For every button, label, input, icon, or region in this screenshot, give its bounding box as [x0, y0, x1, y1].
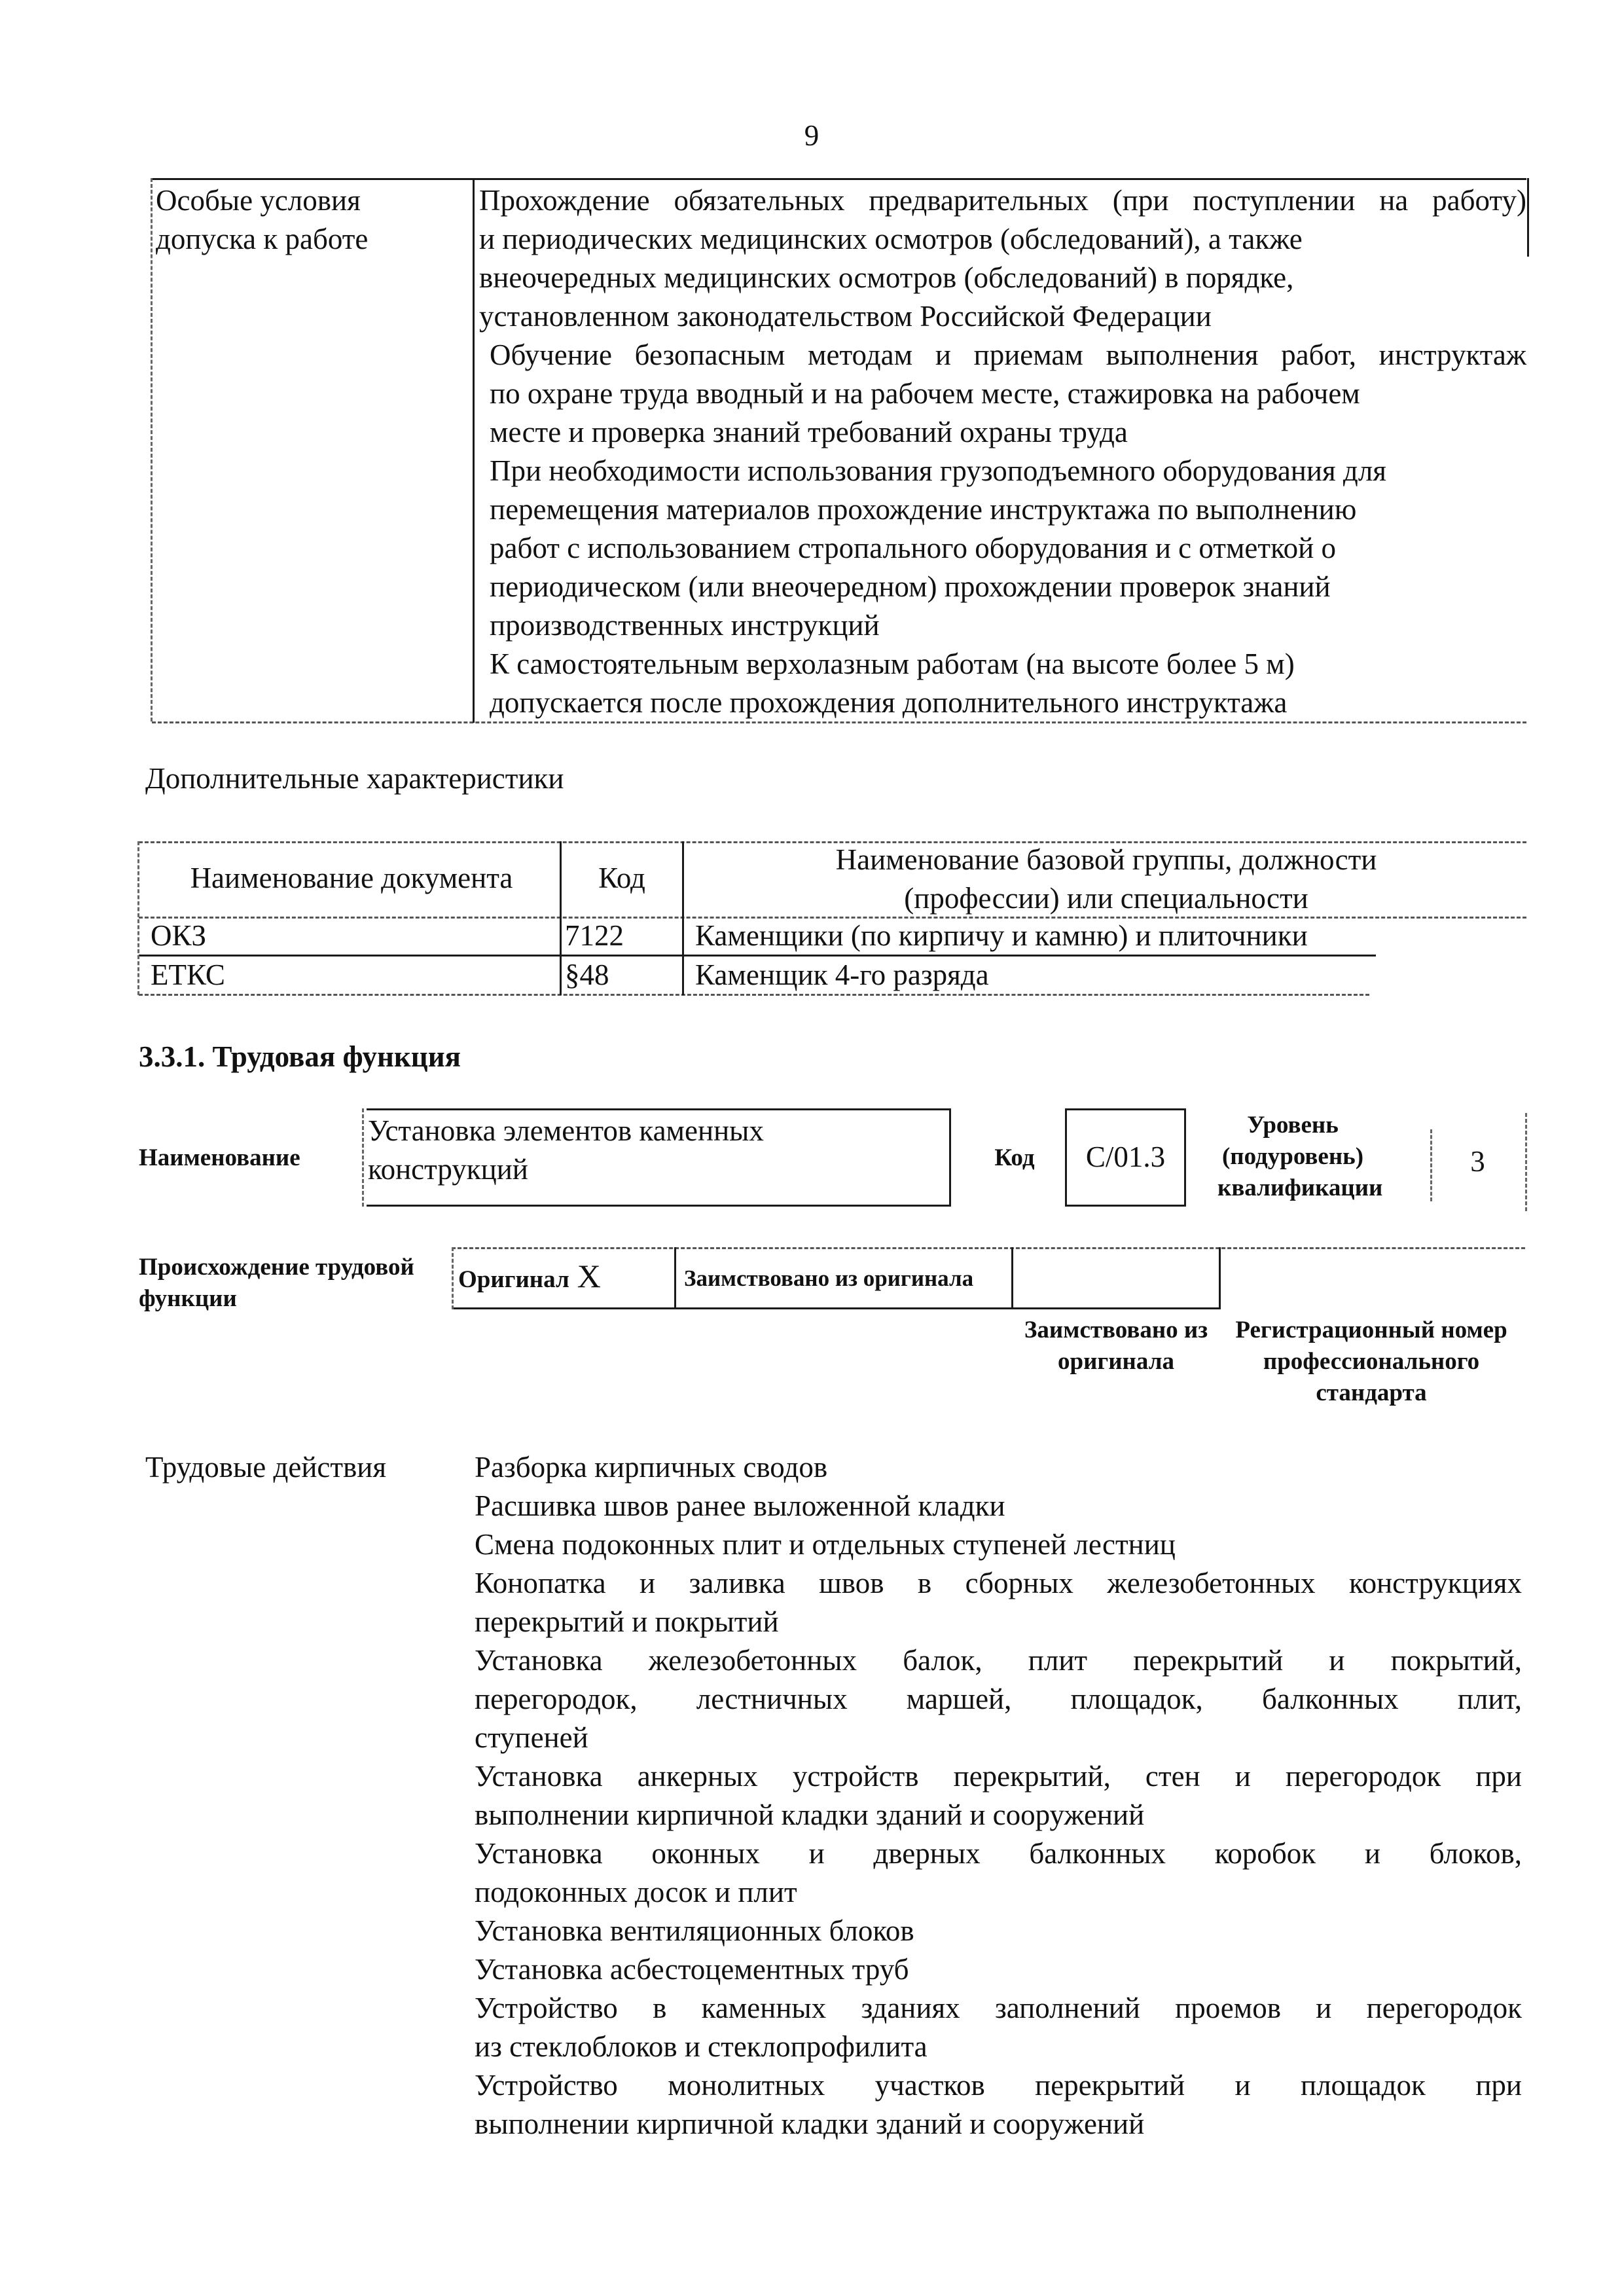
function-code-value: C/01.3 [1085, 1140, 1166, 1173]
list-item-line: Разборка кирпичных сводов [475, 1451, 828, 1484]
list-item-line: Установка асбестоцементных труб [475, 1953, 909, 1986]
list-item [475, 1641, 1522, 1757]
origin-original-cell [458, 1258, 671, 1298]
list-item-line: Установка вентиляционных блоков [475, 1914, 914, 1947]
table-row-etks-code: §48 [565, 958, 609, 991]
function-origin-label: Происхождение трудовой функции [139, 1254, 414, 1312]
function-name-box-right [949, 1108, 951, 1207]
list-item-line: Устройство в каменных зданиях заполнений проемов и перегородок [475, 1992, 1522, 2024]
labor-actions-list [475, 1448, 1522, 2143]
list-item [475, 2066, 1522, 2143]
admission-paragraph-lifting: При необходимости использования грузоподъемного оборудования для перемещения материалов прохождение инструктажа по выполнению работ с использованием стропального оборудования и с отметкой о периодическом (или внеочередном) прохождении проверок знаний производственных инструкций [490, 454, 1386, 642]
origin-table-left-border [452, 1247, 454, 1309]
origin-table-divider-1 [674, 1247, 676, 1309]
column-header-document: Наименование документа [190, 862, 513, 894]
table-row-etks-name: Каменщик 4-го разряда [695, 958, 989, 991]
list-item-line: перегородок, лестничных маршей, площадок, балконных плит, [475, 1683, 1522, 1715]
list-item-line: подоконных досок и плит [475, 1876, 797, 1908]
origin-table-bottom-border [452, 1307, 1221, 1309]
additional-heading: Дополнительные характеристики [145, 762, 564, 795]
additional-table-left-border [137, 841, 139, 995]
list-item-line: ступеней [475, 1721, 588, 1754]
list-item [475, 1448, 1522, 1487]
list-item-line: Установка анкерных устройств перекрытий, стен и перегородок при [475, 1760, 1522, 1793]
function-name-box-top [367, 1108, 950, 1110]
list-item-line: выполнении кирпичной кладки зданий и сооружений [475, 1798, 1145, 1831]
function-heading: 3.3.1. Трудовая функция [139, 1040, 461, 1073]
list-item-line: Установка железобетонных балок, плит перекрытий и покрытий, [475, 1644, 1522, 1677]
qualification-level-box-right [1525, 1113, 1527, 1211]
admission-paragraph-medical: Прохождение обязательных предварительных (при поступлении на работу) и периодических медицинских осмотров (обследований), а также внеочередных медицинских осмотров (обследований) в порядке, установленном законодательством Российской Федерации [479, 184, 1526, 333]
origin-table-top-border [452, 1247, 1525, 1249]
origin-original-label: Оригинал [458, 1266, 569, 1293]
function-name-value: Установка элементов каменных конструкций [368, 1114, 764, 1186]
qualification-level-label: Уровень (подуровень) квалификации [1217, 1112, 1383, 1201]
function-name-box-bottom [367, 1205, 950, 1207]
list-item [475, 1487, 1522, 1525]
origin-caption-registration: Регистрационный номер профессионального стандарта [1235, 1317, 1507, 1406]
function-name-box-left [362, 1108, 364, 1207]
table-row-etks-document: ЕТКС [151, 958, 225, 991]
origin-borrowed-label: Заимствовано из оригинала [684, 1266, 974, 1291]
list-item-line: перекрытий и покрытий [475, 1605, 779, 1638]
list-item-line: Установка оконных и дверных балконных коробок и блоков, [475, 1837, 1522, 1870]
column-header-code: Код [598, 862, 645, 894]
admission-text [479, 181, 1526, 722]
admission-label: Особые условия допуска к работе [156, 184, 369, 255]
qualification-level-value: 3 [1470, 1145, 1485, 1178]
table-row-okz-code: 7122 [565, 919, 624, 952]
list-item-line: Расшивка швов ранее выложенной кладки [475, 1489, 1005, 1522]
list-item-line: Смена подоконных плит и отдельных ступеней лестниц [475, 1528, 1176, 1561]
admission-paragraph-height-work: К самостоятельным верхолазным работам (на высоте более 5 м) допускается после прохождения дополнительного инструктажа [490, 647, 1295, 719]
list-item [475, 1757, 1522, 1834]
list-item-line: выполнении кирпичной кладки зданий и сооружений [475, 2107, 1145, 2140]
table-column-divider [473, 178, 475, 723]
list-item-line: Конопатка и заливка швов в сборных железобетонных конструкциях [475, 1567, 1522, 1599]
list-item [475, 1834, 1522, 1912]
labor-actions-label: Трудовые действия [145, 1451, 387, 1484]
origin-original-mark: X [577, 1258, 601, 1294]
list-item-line: Устройство монолитных участков перекрытий и площадок при [475, 2069, 1522, 2102]
function-name-label: Наименование [139, 1144, 300, 1171]
table-row-okz-name: Каменщики (по кирпичу и камню) и плиточники [695, 919, 1308, 952]
origin-table-divider-3 [1219, 1247, 1221, 1309]
list-item [475, 1525, 1522, 1564]
list-item [475, 1912, 1522, 1950]
list-item [475, 1989, 1522, 2066]
origin-table-divider-2 [1011, 1247, 1013, 1309]
list-item [475, 1564, 1522, 1641]
admission-paragraph-training: Обучение безопасным методам и приемам выполнения работ, инструктаж по охране труда вводный и на рабочем месте, стажировка на рабочем месте и проверка знаний требований охраны труда [490, 338, 1526, 448]
list-item-line: из стеклоблоков и стеклопрофилита [475, 2030, 928, 2063]
page-number: 9 [804, 119, 820, 152]
list-item [475, 1950, 1522, 1989]
table-left-border [151, 178, 153, 721]
table-row-okz-document: ОКЗ [151, 919, 207, 952]
table-right-border [1527, 178, 1529, 257]
function-code-label: Код [994, 1144, 1035, 1171]
column-header-group-name: Наименование базовой группы, должности (профессии) или специальности [835, 843, 1377, 915]
origin-caption-borrowed: Заимствовано из оригинала [1024, 1317, 1208, 1375]
table-top-border [152, 178, 1526, 180]
